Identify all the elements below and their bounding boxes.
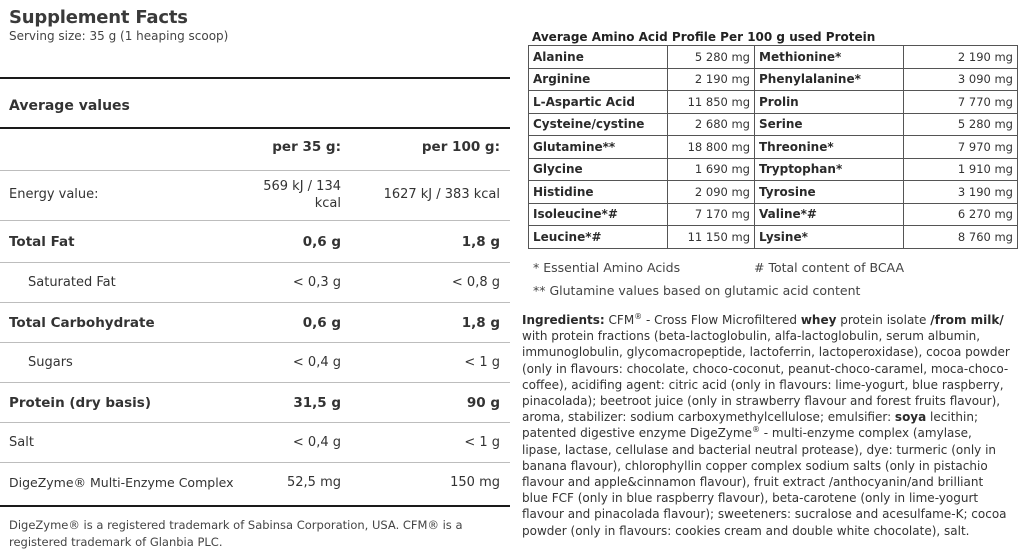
- amino-value: 11 850 mg: [668, 91, 755, 114]
- nutrient-label: Total Carbohydrate: [9, 315, 155, 331]
- allergen-whey: whey: [800, 313, 837, 327]
- trademark-footnote: DigeZyme® is a registered trademark of Sabinsa Corporation, USA. CFM® is a registered trademark of Glanbia PLC.: [9, 518, 463, 549]
- nutrient-value-serving: < 0,4 g: [292, 435, 341, 450]
- ingredients-part: - multi-enzyme complex (amylase, lipase, lactase, cellulase and bacterial neutral protease), dye: turmeric (only in banana flavour), chlorophyllin copper complex sodium salts (only in pistachio flavour and apple&cinnamon flavour), fruit extract /anthocyanin/and brilliant blue FCF (only in blue raspberry flavour), beta-carotene (only in lime-yogurt flavour and pinacolada flavour); sweeteners: sucralose and acesulfame-K; cocoa powder (only in flavours: cookies cream and double white chocolate), salt.: [522, 426, 1007, 538]
- amino-name: Methionine*: [755, 46, 904, 69]
- nutrient-value-100g: 90 g: [466, 395, 500, 411]
- column-header-row: [0, 129, 510, 171]
- note-bcaa: # Total content of BCAA: [754, 260, 904, 275]
- note-essential-amino: * Essential Amino Acids: [533, 260, 681, 275]
- amino-name: Glutamine**: [529, 136, 668, 159]
- nutrient-label: DigeZyme® Multi-Enzyme Complex: [9, 475, 234, 490]
- amino-row: [529, 158, 1018, 181]
- col-per-100g: per 100 g:: [421, 139, 500, 155]
- amino-name: Tryptophan*: [755, 158, 904, 181]
- amino-name: Valine*#: [755, 203, 904, 226]
- amino-acid-table: [528, 45, 1018, 249]
- amino-name: Serine: [755, 113, 904, 136]
- nutrient-value-100g: < 1 g: [464, 355, 500, 370]
- amino-name: Glycine: [529, 158, 668, 181]
- col-per-serving: per 35 g:: [272, 139, 341, 155]
- nutrient-row-energy: [0, 171, 510, 221]
- nutrient-label: Saturated Fat: [28, 275, 116, 290]
- amino-value: 7 970 mg: [904, 136, 1018, 159]
- amino-value: 3 190 mg: [904, 181, 1018, 204]
- amino-row: [529, 181, 1018, 204]
- amino-name: Histidine: [529, 181, 668, 204]
- amino-value: 5 280 mg: [904, 113, 1018, 136]
- amino-row: [529, 68, 1018, 91]
- registered-mark: ®: [634, 312, 643, 321]
- nutrient-value-serving: 52,5 mg: [287, 475, 341, 490]
- nutrient-label: Sugars: [28, 355, 73, 370]
- amino-name: Lysine*: [755, 226, 904, 249]
- amino-row: [529, 46, 1018, 69]
- amino-value: 2 190 mg: [668, 68, 755, 91]
- nutrient-row-total-fat: [0, 221, 510, 263]
- amino-row: [529, 203, 1018, 226]
- supplement-facts-title: Supplement Facts: [9, 7, 188, 28]
- amino-row: [529, 113, 1018, 136]
- nutrient-value-serving: 31,5 g: [293, 395, 341, 411]
- nutrient-value-serving: 0,6 g: [302, 234, 341, 250]
- nutrient-label: Total Fat: [9, 234, 75, 250]
- nutrient-value-serving-unit: kcal: [314, 196, 341, 211]
- nutrient-row-salt: [0, 423, 510, 463]
- ingredients-label: Ingredients:: [522, 313, 605, 327]
- nutrient-value-100g: < 1 g: [464, 435, 500, 450]
- nutrient-value-100g: < 0,8 g: [451, 275, 500, 290]
- amino-name: Prolin: [755, 91, 904, 114]
- ingredients-part: lecithin; patented digestive enzyme DigeZyme: [522, 410, 978, 441]
- ingredients-part: protein isolate: [836, 313, 931, 327]
- registered-mark: ®: [751, 425, 760, 435]
- ingredients-part: - Cross Flow Microfiltered: [642, 313, 801, 327]
- ingredients-part: CFM: [604, 313, 635, 327]
- amino-name: Cysteine/cystine: [529, 113, 668, 136]
- amino-name: Leucine*#: [529, 226, 668, 249]
- nutrient-row-sugars: [0, 343, 510, 383]
- amino-name: L-Aspartic Acid: [529, 91, 668, 114]
- nutrient-row-digezyme: [0, 463, 510, 507]
- allergen-milk: /from milk/: [930, 313, 1004, 327]
- average-values-heading: Average values: [9, 98, 130, 114]
- amino-value: 2 680 mg: [668, 113, 755, 136]
- amino-name: Tyrosine: [755, 181, 904, 204]
- amino-row: [529, 91, 1018, 114]
- amino-value: 18 800 mg: [668, 136, 755, 159]
- amino-name: Arginine: [529, 68, 668, 91]
- divider-top: [0, 77, 510, 79]
- amino-name: Phenylalanine*: [755, 68, 904, 91]
- amino-value: 7 770 mg: [904, 91, 1018, 114]
- amino-name: Alanine: [529, 46, 668, 69]
- amino-value: 1 690 mg: [668, 158, 755, 181]
- nutrient-label: Salt: [9, 435, 34, 450]
- amino-value: 7 170 mg: [668, 203, 755, 226]
- nutrient-label: Protein (dry basis): [9, 395, 152, 411]
- nutrient-value-serving: 569 kJ / 134: [263, 179, 341, 194]
- amino-row: [529, 136, 1018, 159]
- nutrient-value-100g: 150 mg: [450, 475, 500, 490]
- nutrient-row-total-carbohydrate: [0, 303, 510, 343]
- nutrient-value-100g: 1,8 g: [461, 234, 500, 250]
- nutrient-value-serving: 0,6 g: [302, 315, 341, 331]
- amino-value: 8 760 mg: [904, 226, 1018, 249]
- amino-value: 2 090 mg: [668, 181, 755, 204]
- amino-name: Threonine*: [755, 136, 904, 159]
- amino-value: 2 190 mg: [904, 46, 1018, 69]
- nutrient-value-serving: < 0,4 g: [292, 355, 341, 370]
- ingredients-part: with protein fractions (beta-lactoglobulin, alfa-lactoglobulin, serum albumin, immunoglobulin, glycomacropeptide, lactoferrin, lactoperoxidase), cocoa powder (only in flavours: chocolate, choco-coconut, peanut-choco-caramel, moca-choco-coffee), acidifing agent: citric acid (only in flavours: lime-yogurt, blue raspberry, pinacolada); beetroot juice (only in strawberry flavour and forest fruits flavour), aroma, stabilizer: sodium carboxymethylcellulose; emulsifier:: [522, 329, 1010, 425]
- amino-value: 1 910 mg: [904, 158, 1018, 181]
- amino-value: 11 150 mg: [668, 226, 755, 249]
- amino-name: Isoleucine*#: [529, 203, 668, 226]
- nutrient-value-serving: < 0,3 g: [292, 275, 341, 290]
- amino-value: 6 270 mg: [904, 203, 1018, 226]
- note-glutamine: ** Glutamine values based on glutamic acid content: [533, 283, 861, 298]
- nutrient-value-100g: 1,8 g: [461, 315, 500, 331]
- amino-acid-table-title: Average Amino Acid Profile Per 100 g used Protein: [532, 30, 876, 44]
- nutrient-row-saturated-fat: [0, 263, 510, 303]
- amino-value: 3 090 mg: [904, 68, 1018, 91]
- nutrient-label: Energy value:: [9, 187, 99, 202]
- nutrient-value-100g: 1627 kJ / 383 kcal: [383, 187, 500, 202]
- amino-row: [529, 226, 1018, 249]
- allergen-soya: soya: [894, 410, 927, 425]
- serving-size: Serving size: 35 g (1 heaping scoop): [9, 29, 229, 43]
- amino-value: 5 280 mg: [668, 46, 755, 69]
- ingredients-text: [522, 312, 1012, 539]
- nutrient-row-protein: [0, 383, 510, 423]
